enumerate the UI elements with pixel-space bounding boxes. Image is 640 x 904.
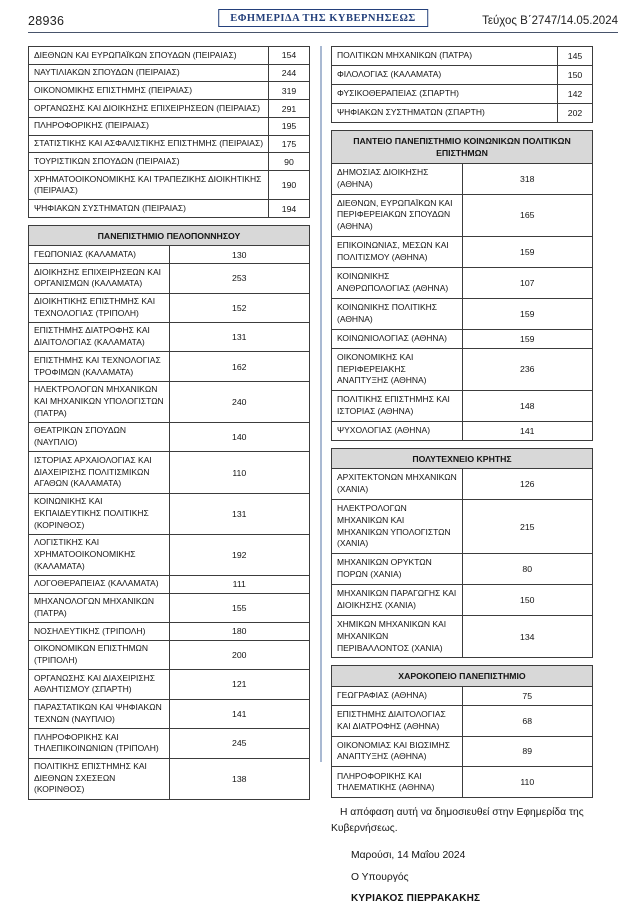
department-name: ΚΟΙΝΩΝΙΚΗΣ ΠΟΛΙΤΙΚΗΣ (ΑΘΗΝΑ) xyxy=(332,298,463,329)
admissions-count: 165 xyxy=(462,194,593,237)
department-table xyxy=(28,46,310,218)
left-column xyxy=(28,46,310,807)
table-row xyxy=(332,47,593,66)
department-table xyxy=(331,665,593,798)
table-row xyxy=(332,104,593,123)
section-header-row xyxy=(29,226,310,246)
admissions-count: 145 xyxy=(558,47,593,66)
admissions-count: 195 xyxy=(269,117,310,135)
admissions-count: 240 xyxy=(169,381,310,422)
department-name: ΨΗΦΙΑΚΩΝ ΣΥΣΤΗΜΑΤΩΝ (ΠΕΙΡΑΙΑΣ) xyxy=(29,200,269,218)
signatory-title: Ο Υπουργός xyxy=(351,872,409,883)
section-header-row xyxy=(332,131,593,163)
department-name: ΔΙΕΘΝΩΝ, ΕΥΡΩΠΑΪΚΩΝ ΚΑΙ ΠΕΡΙΦΕΡΕΙΑΚΩΝ ΣΠΟΥΔΩΝ (ΑΘΗΝΑ) xyxy=(332,194,463,237)
admissions-count: 319 xyxy=(269,82,310,100)
department-name: ΜΗΧΑΝΟΛΟΓΩΝ ΜΗΧΑΝΙΚΩΝ (ΠΑΤΡΑ) xyxy=(29,593,170,622)
admissions-count: 154 xyxy=(269,47,310,65)
department-name: ΧΡΗΜΑΤΟΟΙΚΟΝΟΜΙΚΗΣ ΚΑΙ ΤΡΑΠΕΖΙΚΗΣ ΔΙΟΙΚΗΤΙΚΗΣ (ΠΕΙΡΑΙΑΣ) xyxy=(29,171,269,200)
admissions-count: 162 xyxy=(169,352,310,381)
right-column xyxy=(331,46,593,904)
table-row xyxy=(29,729,310,758)
department-name: ΘΕΑΤΡΙΚΩΝ ΣΠΟΥΔΩΝ (ΝΑΥΠΛΙΟ) xyxy=(29,422,170,451)
table-row xyxy=(29,322,310,351)
section-header-row xyxy=(332,666,593,686)
table-row xyxy=(332,615,593,658)
department-name: ΕΠΙΣΤΗΜΗΣ ΚΑΙ ΤΕΧΝΟΛΟΓΙΑΣ ΤΡΟΦΙΜΩΝ (ΚΑΛΑΜΑΤΑ) xyxy=(29,352,170,381)
department-name: ΟΙΚΟΝΟΜΙΚΗΣ ΕΠΙΣΤΗΜΗΣ (ΠΕΙΡΑΙΑΣ) xyxy=(29,82,269,100)
table-row xyxy=(29,699,310,728)
table-row xyxy=(29,171,310,200)
department-name: ΟΙΚΟΝΟΜΙΚΗΣ ΚΑΙ ΠΕΡΙΦΕΡΕΙΑΚΗΣ ΑΝΑΠΤΥΞΗΣ (ΑΘΗΝΑ) xyxy=(332,348,463,391)
place-and-date: Μαρούσι, 14 Μαΐου 2024 xyxy=(351,850,466,861)
department-name: ΠΑΡΑΣΤΑΤΙΚΩΝ ΚΑΙ ΨΗΦΙΑΚΩΝ ΤΕΧΝΩΝ (ΝΑΥΠΛΙΟ) xyxy=(29,699,170,728)
admissions-count: 318 xyxy=(462,163,593,194)
closing-statement: Η απόφαση αυτή να δημοσιευθεί στην Εφημερίδα της Κυβερνήσεως. xyxy=(331,807,584,834)
department-name: ΧΗΜΙΚΩΝ ΜΗΧΑΝΙΚΩΝ ΚΑΙ ΜΗΧΑΝΙΚΩΝ ΠΕΡΙΒΑΛΛΟΝΤΟΣ (ΧΑΝΙΑ) xyxy=(332,615,463,658)
right-column-tables xyxy=(331,46,593,798)
admissions-count: 155 xyxy=(169,593,310,622)
table-row xyxy=(29,246,310,264)
table-row xyxy=(29,623,310,641)
admissions-count: 75 xyxy=(462,686,593,705)
admissions-count: 111 xyxy=(169,575,310,593)
admissions-count: 192 xyxy=(169,534,310,575)
department-name: ΝΟΣΗΛΕΥΤΙΚΗΣ (ΤΡΙΠΟΛΗ) xyxy=(29,623,170,641)
table-row xyxy=(332,686,593,705)
table-row xyxy=(29,264,310,293)
admissions-count: 291 xyxy=(269,100,310,118)
admissions-count: 245 xyxy=(169,729,310,758)
department-name: ΓΕΩΠΟΝΙΑΣ (ΚΑΛΑΜΑΤΑ) xyxy=(29,246,170,264)
admissions-count: 150 xyxy=(462,585,593,616)
department-name: ΨΥΧΟΛΟΓΙΑΣ (ΑΘΗΝΑ) xyxy=(332,421,463,440)
admissions-count: 131 xyxy=(169,322,310,351)
department-name: ΟΙΚΟΝΟΜΙΚΩΝ ΕΠΙΣΤΗΜΩΝ (ΤΡΙΠΟΛΗ) xyxy=(29,640,170,669)
department-name: ΜΗΧΑΝΙΚΩΝ ΠΑΡΑΓΩΓΗΣ ΚΑΙ ΔΙΟΙΚΗΣΗΣ (ΧΑΝΙΑ) xyxy=(332,585,463,616)
university-section-header: ΠΑΝΤΕΙΟ ΠΑΝΕΠΙΣΤΗΜΙΟ ΚΟΙΝΩΝΙΚΩΝ ΠΟΛΙΤΙΚΩΝ ΕΠΙΣΤΗΜΩΝ xyxy=(332,131,593,163)
admissions-count: 141 xyxy=(169,699,310,728)
admissions-count: 121 xyxy=(169,670,310,699)
department-name: ΙΣΤΟΡΙΑΣ ΑΡΧΑΙΟΛΟΓΙΑΣ ΚΑΙ ΔΙΑΧΕΙΡΙΣΗΣ ΠΟΛΙΤΙΣΜΙΚΩΝ ΑΓΑΘΩΝ (ΚΑΛΑΜΑΤΑ) xyxy=(29,452,170,493)
table-row xyxy=(29,117,310,135)
department-name: ΤΟΥΡΙΣΤΙΚΩΝ ΣΠΟΥΔΩΝ (ΠΕΙΡΑΙΑΣ) xyxy=(29,153,269,171)
admissions-count: 244 xyxy=(269,64,310,82)
department-name: ΕΠΙΣΤΗΜΗΣ ΔΙΑΙΤΟΛΟΓΙΑΣ ΚΑΙ ΔΙΑΤΡΟΦΗΣ (ΑΘΗΝΑ) xyxy=(332,705,463,736)
signature-block xyxy=(351,850,593,904)
table-row xyxy=(332,329,593,348)
admissions-count: 110 xyxy=(169,452,310,493)
admissions-count: 148 xyxy=(462,391,593,422)
admissions-count: 150 xyxy=(558,66,593,85)
table-row xyxy=(332,194,593,237)
department-name: ΔΙΟΙΚΗΤΙΚΗΣ ΕΠΙΣΤΗΜΗΣ ΚΑΙ ΤΕΧΝΟΛΟΓΙΑΣ (ΤΡΙΠΟΛΗ) xyxy=(29,293,170,322)
signatory-name: ΚΥΡΙΑΚΟΣ ΠΙΕΡΡΑΚΑΚΗΣ xyxy=(351,893,481,904)
table-row xyxy=(29,153,310,171)
table-row xyxy=(29,452,310,493)
admissions-count: 152 xyxy=(169,293,310,322)
admissions-count: 142 xyxy=(558,85,593,104)
department-name: ΓΕΩΓΡΑΦΙΑΣ (ΑΘΗΝΑ) xyxy=(332,686,463,705)
table-row xyxy=(332,348,593,391)
department-name: ΛΟΓΙΣΤΙΚΗΣ ΚΑΙ ΧΡΗΜΑΤΟΟΙΚΟΝΟΜΙΚΗΣ (ΚΑΛΑΜΑΤΑ) xyxy=(29,534,170,575)
masthead-title: ΕΦΗΜΕΡΙΔΑ ΤΗΣ ΚΥΒΕΡΝΗΣΕΩΣ xyxy=(218,9,428,27)
table-row xyxy=(29,758,310,799)
table-row xyxy=(29,422,310,451)
department-name: ΜΗΧΑΝΙΚΩΝ ΟΡΥΚΤΩΝ ΠΟΡΩΝ (ΧΑΝΙΑ) xyxy=(332,554,463,585)
admissions-count: 107 xyxy=(462,267,593,298)
department-name: ΟΡΓΑΝΩΣΗΣ ΚΑΙ ΔΙΑΧΕΙΡΙΣΗΣ ΑΘΛΗΤΙΣΜΟΥ (ΣΠΑΡΤΗ) xyxy=(29,670,170,699)
admissions-count: 141 xyxy=(462,421,593,440)
table-row xyxy=(332,767,593,798)
page-header xyxy=(28,8,618,34)
admissions-count: 138 xyxy=(169,758,310,799)
table-row xyxy=(29,135,310,153)
department-name: ΔΙΕΘΝΩΝ ΚΑΙ ΕΥΡΩΠΑΪΚΩΝ ΣΠΟΥΔΩΝ (ΠΕΙΡΑΙΑΣ) xyxy=(29,47,269,65)
admissions-count: 131 xyxy=(169,493,310,534)
table-row xyxy=(29,575,310,593)
admissions-count: 89 xyxy=(462,736,593,767)
table-row xyxy=(29,640,310,669)
admissions-count: 175 xyxy=(269,135,310,153)
admissions-count: 110 xyxy=(462,767,593,798)
department-name: ΠΟΛΙΤΙΚΗΣ ΕΠΙΣΤΗΜΗΣ ΚΑΙ ΔΙΕΘΝΩΝ ΣΧΕΣΕΩΝ (ΚΟΡΙΝΘΟΣ) xyxy=(29,758,170,799)
issue-reference: Τεύχος Β΄2747/14.05.2024 xyxy=(482,15,618,27)
department-name: ΦΙΛΟΛΟΓΙΑΣ (ΚΑΛΑΜΑΤΑ) xyxy=(332,66,558,85)
department-name: ΣΤΑΤΙΣΤΙΚΗΣ ΚΑΙ ΑΣΦΑΛΙΣΤΙΚΗΣ ΕΠΙΣΤΗΜΗΣ (ΠΕΙΡΑΙΑΣ) xyxy=(29,135,269,153)
table-row xyxy=(29,47,310,65)
department-name: ΛΟΓΟΘΕΡΑΠΕΙΑΣ (ΚΑΛΑΜΑΤΑ) xyxy=(29,575,170,593)
table-row xyxy=(332,85,593,104)
department-name: ΑΡΧΙΤΕΚΤΟΝΩΝ ΜΗΧΑΝΙΚΩΝ (ΧΑΝΙΑ) xyxy=(332,469,463,500)
header-rule xyxy=(28,32,618,33)
admissions-count: 253 xyxy=(169,264,310,293)
table-row xyxy=(29,100,310,118)
admissions-count: 159 xyxy=(462,298,593,329)
admissions-count: 180 xyxy=(169,623,310,641)
column-divider xyxy=(320,46,322,762)
page-number: 28936 xyxy=(28,14,65,28)
department-name: ΔΙΟΙΚΗΣΗΣ ΕΠΙΧΕΙΡΗΣΕΩΝ ΚΑΙ ΟΡΓΑΝΙΣΜΩΝ (ΚΑΛΑΜΑΤΑ) xyxy=(29,264,170,293)
department-name: ΚΟΙΝΩΝΙΚΗΣ ΑΝΘΡΩΠΟΛΟΓΙΑΣ (ΑΘΗΝΑ) xyxy=(332,267,463,298)
table-row xyxy=(29,381,310,422)
table-row xyxy=(332,500,593,554)
table-row xyxy=(29,200,310,218)
table-row xyxy=(29,64,310,82)
department-name: ΨΗΦΙΑΚΩΝ ΣΥΣΤΗΜΑΤΩΝ (ΣΠΑΡΤΗ) xyxy=(332,104,558,123)
admissions-count: 126 xyxy=(462,469,593,500)
table-row xyxy=(29,670,310,699)
department-name: ΠΛΗΡΟΦΟΡΙΚΗΣ ΚΑΙ ΤΗΛΕΠΙΚΟΙΝΩΝΙΩΝ (ΤΡΙΠΟΛΗ) xyxy=(29,729,170,758)
university-section-header: ΠΑΝΕΠΙΣΤΗΜΙΟ ΠΕΛΟΠΟΝΝΗΣΟΥ xyxy=(29,226,310,246)
table-row xyxy=(29,593,310,622)
admissions-count: 134 xyxy=(462,615,593,658)
admissions-count: 140 xyxy=(169,422,310,451)
admissions-count: 215 xyxy=(462,500,593,554)
department-name: ΟΡΓΑΝΩΣΗΣ ΚΑΙ ΔΙΟΙΚΗΣΗΣ ΕΠΙΧΕΙΡΗΣΕΩΝ (ΠΕΙΡΑΙΑΣ) xyxy=(29,100,269,118)
table-row xyxy=(332,237,593,268)
table-row xyxy=(332,267,593,298)
department-table xyxy=(28,225,310,799)
table-row xyxy=(29,493,310,534)
department-name: ΦΥΣΙΚΟΘΕΡΑΠΕΙΑΣ (ΣΠΑΡΤΗ) xyxy=(332,85,558,104)
department-name: ΠΛΗΡΟΦΟΡΙΚΗΣ (ΠΕΙΡΑΙΑΣ) xyxy=(29,117,269,135)
department-table xyxy=(331,130,593,441)
admissions-count: 130 xyxy=(169,246,310,264)
admissions-count: 90 xyxy=(269,153,310,171)
department-name: ΟΙΚΟΝΟΜΙΑΣ ΚΑΙ ΒΙΩΣΙΜΗΣ ΑΝΑΠΤΥΞΗΣ (ΑΘΗΝΑ) xyxy=(332,736,463,767)
university-section-header: ΠΟΛΥΤΕΧΝΕΙΟ ΚΡΗΤΗΣ xyxy=(332,449,593,469)
department-table xyxy=(331,46,593,123)
department-name: ΠΟΛΙΤΙΚΗΣ ΕΠΙΣΤΗΜΗΣ ΚΑΙ ΙΣΤΟΡΙΑΣ (ΑΘΗΝΑ) xyxy=(332,391,463,422)
admissions-count: 68 xyxy=(462,705,593,736)
university-section-header: ΧΑΡΟΚΟΠΕΙΟ ΠΑΝΕΠΙΣΤΗΜΙΟ xyxy=(332,666,593,686)
department-name: ΚΟΙΝΩΝΙΚΗΣ ΚΑΙ ΕΚΠΑΙΔΕΥΤΙΚΗΣ ΠΟΛΙΤΙΚΗΣ (ΚΟΡΙΝΘΟΣ) xyxy=(29,493,170,534)
admissions-count: 159 xyxy=(462,237,593,268)
department-name: ΠΛΗΡΟΦΟΡΙΚΗΣ ΚΑΙ ΤΗΛΕΜΑΤΙΚΗΣ (ΑΘΗΝΑ) xyxy=(332,767,463,798)
table-row xyxy=(29,534,310,575)
table-row xyxy=(332,736,593,767)
table-row xyxy=(332,469,593,500)
department-name: ΠΟΛΙΤΙΚΩΝ ΜΗΧΑΝΙΚΩΝ (ΠΑΤΡΑ) xyxy=(332,47,558,66)
table-row xyxy=(29,352,310,381)
department-name: ΚΟΙΝΩΝΙΟΛΟΓΙΑΣ (ΑΘΗΝΑ) xyxy=(332,329,463,348)
table-row xyxy=(332,163,593,194)
table-row xyxy=(29,82,310,100)
table-row xyxy=(332,705,593,736)
department-name: ΗΛΕΚΤΡΟΛΟΓΩΝ ΜΗΧΑΝΙΚΩΝ ΚΑΙ ΜΗΧΑΝΙΚΩΝ ΥΠΟΛΟΓΙΣΤΩΝ (ΧΑΝΙΑ) xyxy=(332,500,463,554)
admissions-count: 159 xyxy=(462,329,593,348)
admissions-count: 80 xyxy=(462,554,593,585)
table-row xyxy=(29,293,310,322)
department-name: ΕΠΙΚΟΙΝΩΝΙΑΣ, ΜΕΣΩΝ ΚΑΙ ΠΟΛΙΤΙΣΜΟΥ (ΑΘΗΝΑ) xyxy=(332,237,463,268)
table-row xyxy=(332,66,593,85)
admissions-count: 190 xyxy=(269,171,310,200)
table-row xyxy=(332,421,593,440)
department-name: ΕΠΙΣΤΗΜΗΣ ΔΙΑΤΡΟΦΗΣ ΚΑΙ ΔΙΑΙΤΟΛΟΓΙΑΣ (ΚΑΛΑΜΑΤΑ) xyxy=(29,322,170,351)
table-row xyxy=(332,298,593,329)
table-row xyxy=(332,585,593,616)
admissions-count: 194 xyxy=(269,200,310,218)
department-name: ΝΑΥΤΙΛΙΑΚΩΝ ΣΠΟΥΔΩΝ (ΠΕΙΡΑΙΑΣ) xyxy=(29,64,269,82)
department-name: ΔΗΜΟΣΙΑΣ ΔΙΟΙΚΗΣΗΣ (ΑΘΗΝΑ) xyxy=(332,163,463,194)
admissions-count: 236 xyxy=(462,348,593,391)
table-row xyxy=(332,554,593,585)
table-row xyxy=(332,391,593,422)
department-name: ΗΛΕΚΤΡΟΛΟΓΩΝ ΜΗΧΑΝΙΚΩΝ ΚΑΙ ΜΗΧΑΝΙΚΩΝ ΥΠΟΛΟΓΙΣΤΩΝ (ΠΑΤΡΑ) xyxy=(29,381,170,422)
admissions-count: 202 xyxy=(558,104,593,123)
department-table xyxy=(331,448,593,658)
section-header-row xyxy=(332,449,593,469)
admissions-count: 200 xyxy=(169,640,310,669)
